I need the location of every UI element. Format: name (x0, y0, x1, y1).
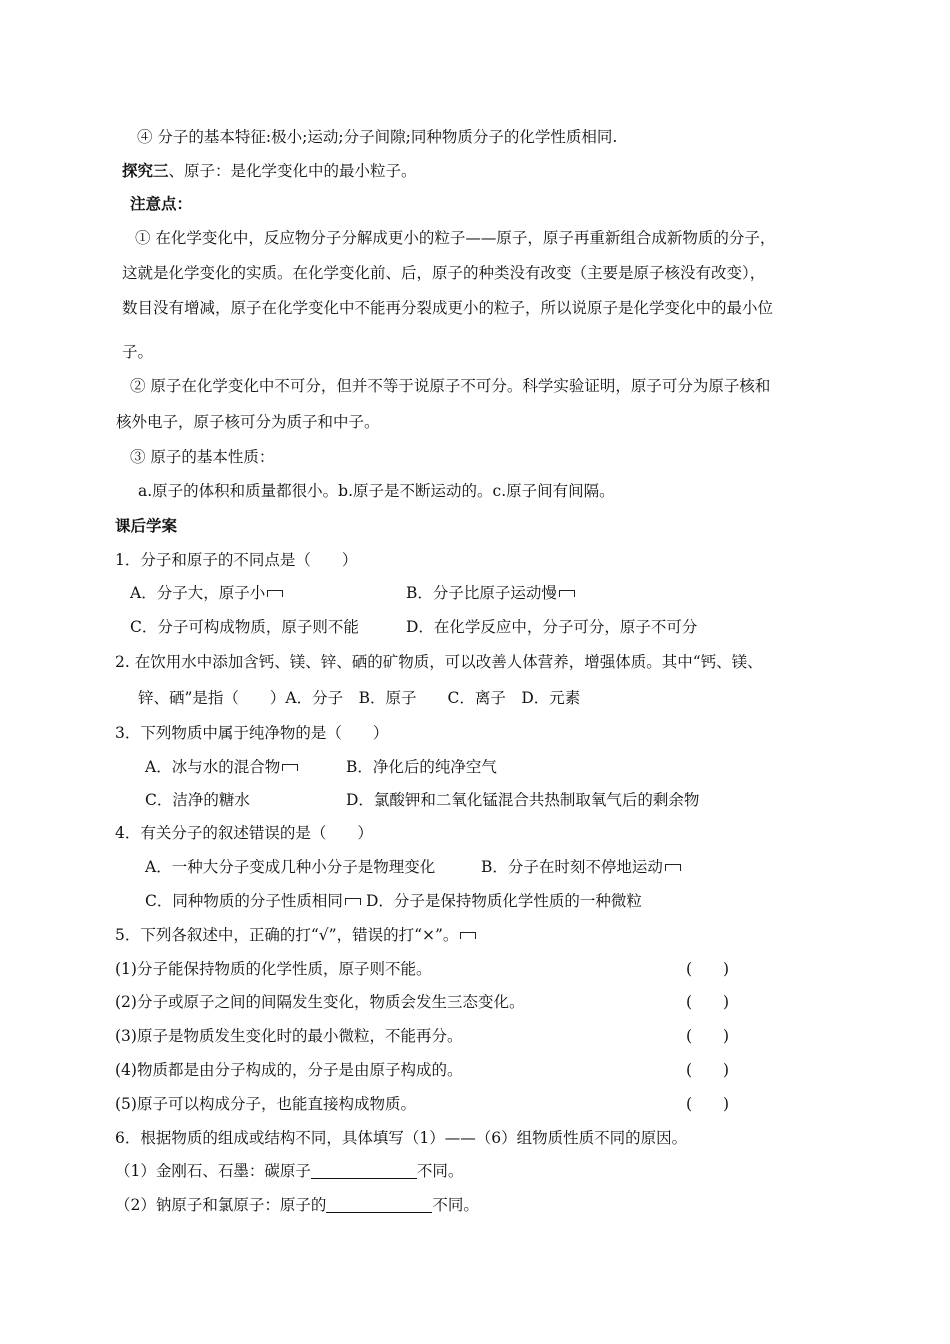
option-3b: B．净化后的纯净空气 (346, 758, 497, 776)
return-mark-icon (559, 590, 575, 597)
option-text: B．分子在时刻不停地运动 (481, 858, 663, 876)
option-1b (406, 583, 575, 603)
return-mark-icon (460, 932, 476, 939)
option-1c: C．分子可构成物质，原子则不能 (130, 618, 359, 636)
answer-parens: ( ) (686, 1095, 730, 1113)
text-line: ④ 分子的基本特征:极小;运动;分子间隙;同种物质分子的化学性质相同. (137, 128, 618, 146)
text-line: ① 在化学变化中，反应物分子分解成更小的粒子——原子，原子再重新组合成新物质的分子， (135, 229, 776, 247)
text-line: 数目没有增减，原子在化学变化中不能再分裂成更小的粒子，所以说原子是化学变化中的最小位 (122, 299, 774, 317)
section-heading (122, 161, 417, 181)
text-line: a.原子的体积和质量都很小。b.原子是不断运动的。c.原子间有间隔。 (138, 482, 615, 500)
question-2-options: 锌、硒”是指（ ）A．分子 B．原子 C．离子 D．元素 (138, 689, 581, 707)
option-text: B．分子比原子运动慢 (406, 584, 557, 602)
answer-parens: ( ) (686, 1061, 730, 1079)
question-6: 6．根据物质的组成或结构不同，具体填写（1）——（6）组物质性质不同的原因。 (115, 1129, 688, 1147)
section-heading-after-class: 课后学案 (115, 517, 178, 535)
option-text: A．冰与水的混合物 (145, 758, 281, 776)
option-4c (145, 891, 361, 911)
question-3: 3．下列物质中属于纯净物的是（ ） (115, 724, 389, 742)
statement-5-5: (5)原子可以构成分子，也能直接构成物质。 (115, 1095, 416, 1113)
heading-label: 探究三 (122, 162, 169, 180)
suffix-text: 不同。 (416, 1162, 464, 1180)
option-3c: C．洁净的糖水 (145, 791, 250, 809)
option-4b (481, 857, 681, 877)
question-5 (115, 925, 476, 945)
statement-5-4: (4)物质都是由分子构成的，分子是由原子构成的。 (115, 1061, 463, 1079)
answer-parens: ( ) (686, 960, 730, 978)
text-line: 核外电子，原子核可分为质子和中子。 (116, 413, 380, 431)
option-1d: D．在化学反应中，分子可分，原子不可分 (406, 618, 698, 636)
question-text: 5．下列各叙述中，正确的打“√”，错误的打“×”。 (115, 926, 459, 944)
prompt-text: （1）金刚石、石墨：碳原子 (115, 1162, 311, 1180)
notes-heading: 注意点： (130, 195, 193, 213)
return-mark-icon (282, 764, 298, 771)
heading-text: 、原子：是化学变化中的最小粒子。 (168, 162, 417, 180)
option-4d: D．分子是保持物质化学性质的一种微粒 (366, 892, 642, 910)
question-4: 4．有关分子的叙述错误的是（ ） (115, 824, 373, 842)
answer-parens: ( ) (686, 1027, 730, 1045)
text-line: ② 原子在化学变化中不可分，但并不等于说原子不可分。科学实验证明，原子可分为原子核和 (130, 377, 771, 395)
option-1a (130, 583, 283, 603)
question-1: 1．分子和原子的不同点是（ ） (115, 551, 358, 569)
option-4a: A．一种大分子变成几种小分子是物理变化 (145, 858, 436, 876)
return-mark-icon (345, 898, 361, 905)
fill-in-6-1 (115, 1161, 463, 1181)
suffix-text: 不同。 (432, 1196, 479, 1214)
statement-5-1: (1)分子能保持物质的化学性质，原子则不能。 (115, 960, 432, 978)
answer-blank[interactable] (311, 1162, 417, 1179)
answer-blank[interactable] (326, 1196, 432, 1213)
text-line: 子。 (122, 343, 154, 361)
prompt-text: （2）钠原子和氯原子：原子的 (115, 1196, 327, 1214)
text-line: 这就是化学变化的实质。在化学变化前、后，原子的种类没有改变（主要是原子核没有改变）， (122, 264, 766, 282)
question-2: 2. 在饮用水中添加含钙、镁、锌、硒的矿物质，可以改善人体营养，增强体质。其中“钙、镁、 (115, 653, 763, 671)
return-mark-icon (665, 864, 681, 871)
option-3a (145, 757, 298, 777)
statement-5-2: (2)分子或原子之间的间隔发生变化，物质会发生三态变化。 (115, 993, 525, 1011)
answer-parens: ( ) (686, 993, 730, 1011)
option-3d: D．氯酸钾和二氧化锰混合共热制取氧气后的剩余物 (346, 791, 700, 809)
option-text: C．同种物质的分子性质相同 (145, 892, 343, 910)
text-line: ③ 原子的基本性质： (130, 448, 275, 466)
option-text: A．分子大，原子小 (130, 584, 266, 602)
return-mark-icon (267, 590, 283, 597)
statement-5-3: (3)原子是物质发生变化时的最小微粒，不能再分。 (115, 1027, 463, 1045)
fill-in-6-2 (115, 1195, 479, 1215)
